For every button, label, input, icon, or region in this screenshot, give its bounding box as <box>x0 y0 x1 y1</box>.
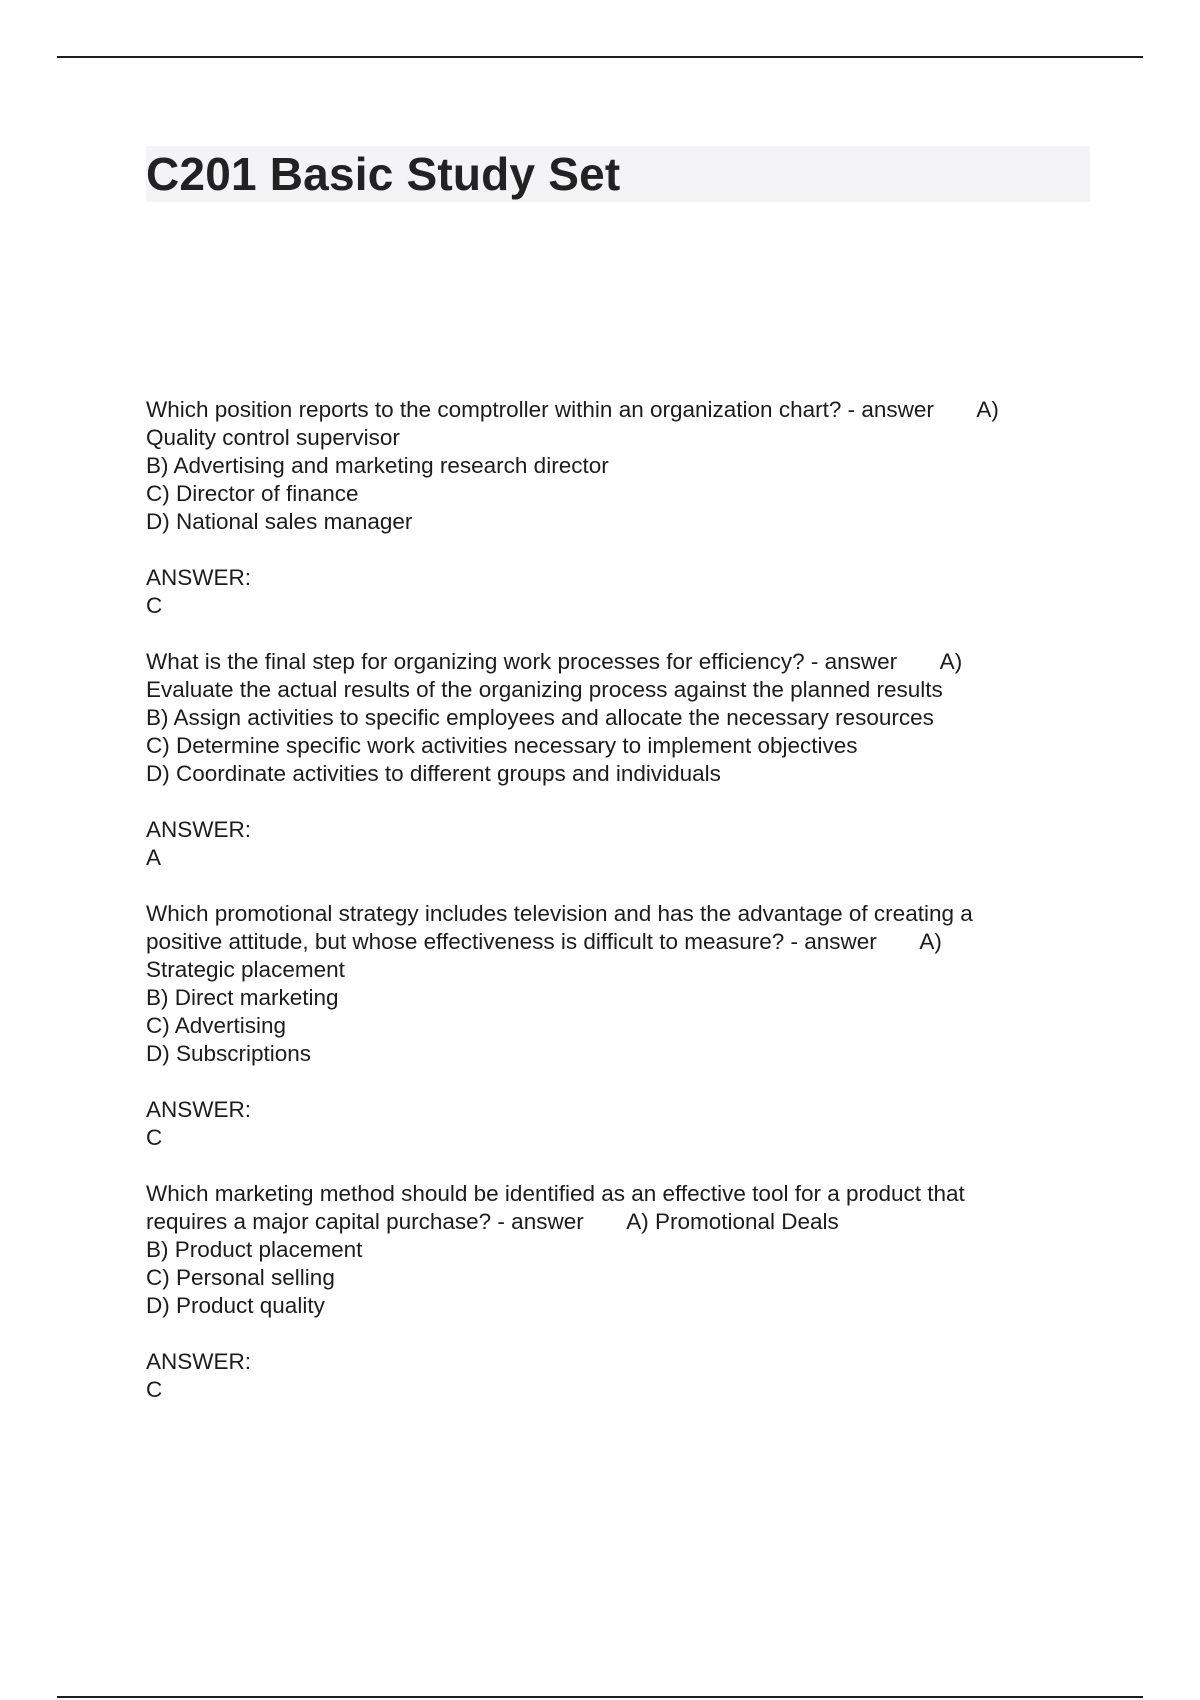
question-line: B) Assign activities to specific employees and allocate the necessary resources <box>146 705 934 730</box>
question-line: Strategic placement <box>146 957 345 982</box>
answer-block <box>146 1096 1066 1152</box>
answer-block <box>146 1348 1066 1404</box>
question-item <box>146 396 1066 620</box>
question-item <box>146 1180 1066 1404</box>
answer-block <box>146 816 1066 872</box>
question-line: D) Product quality <box>146 1293 325 1318</box>
question-line: Which promotional strategy includes television and has the advantage of creating a <box>146 901 973 926</box>
question-line: D) National sales manager <box>146 509 413 534</box>
bottom-rule <box>57 1696 1143 1698</box>
question-line: B) Advertising and marketing research director <box>146 453 609 478</box>
question-line: B) Direct marketing <box>146 985 339 1010</box>
question-line: Which marketing method should be identified as an effective tool for a product that <box>146 1181 965 1206</box>
top-rule <box>57 56 1143 58</box>
question-line: D) Coordinate activities to different groups and individuals <box>146 761 721 786</box>
question-list <box>146 396 1066 1404</box>
question-line: What is the final step for organizing work processes for efficiency? - answer A) <box>146 649 963 674</box>
question-line: D) Subscriptions <box>146 1041 312 1066</box>
question-text <box>146 396 1066 536</box>
question-line: Quality control supervisor <box>146 425 400 450</box>
question-line: C) Director of finance <box>146 481 359 506</box>
answer-value: A <box>146 845 162 870</box>
question-line: Evaluate the actual results of the organizing process against the planned results <box>146 677 943 702</box>
question-text <box>146 900 1066 1068</box>
question-line: positive attitude, but whose effectiveness is difficult to measure? - answer A) <box>146 929 942 954</box>
answer-value: C <box>146 593 163 618</box>
answer-label: ANSWER: <box>146 817 252 842</box>
question-text <box>146 1180 1066 1320</box>
answer-label: ANSWER: <box>146 565 252 590</box>
question-line: C) Advertising <box>146 1013 287 1038</box>
question-text <box>146 648 1066 788</box>
answer-label: ANSWER: <box>146 1097 252 1122</box>
question-line: Which position reports to the comptroller within an organization chart? - answer A) <box>146 397 999 422</box>
question-line: C) Personal selling <box>146 1265 335 1290</box>
answer-block <box>146 564 1066 620</box>
document-title: C201 Basic Study Set <box>146 148 621 200</box>
question-line: B) Product placement <box>146 1237 363 1262</box>
question-line: C) Determine specific work activities necessary to implement objectives <box>146 733 858 758</box>
question-item <box>146 900 1066 1152</box>
answer-value: C <box>146 1377 163 1402</box>
answer-label: ANSWER: <box>146 1349 252 1374</box>
question-line: requires a major capital purchase? - answer A) Promotional Deals <box>146 1209 839 1234</box>
answer-value: C <box>146 1125 163 1150</box>
question-item <box>146 648 1066 872</box>
